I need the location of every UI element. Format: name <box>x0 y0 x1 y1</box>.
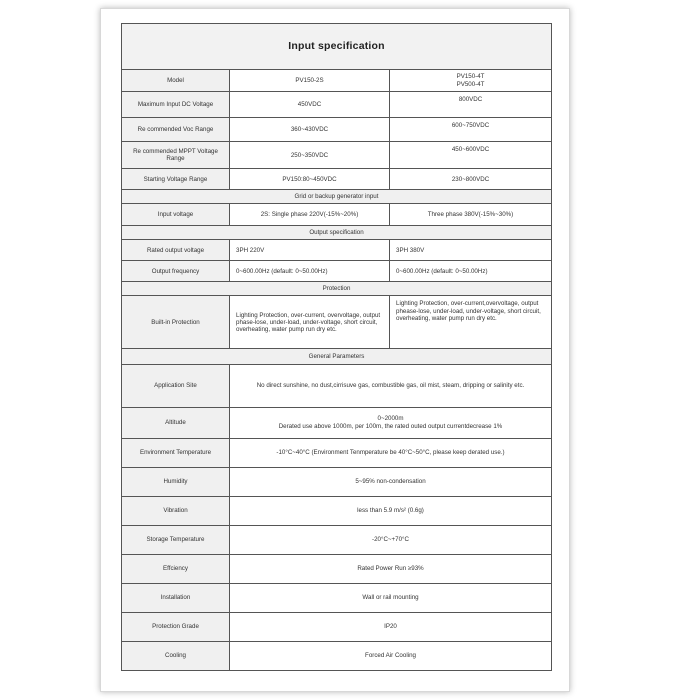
cell-value: 800VDC <box>390 92 552 118</box>
table-row <box>122 296 552 349</box>
table-row <box>122 92 552 118</box>
row-label: Storage Temperature <box>122 525 230 554</box>
cell-value: 3PH 380V <box>390 240 552 261</box>
row-label: Altitude <box>122 407 230 438</box>
cell-value: Three phase 380V(-15%~30%) <box>390 204 552 226</box>
cell-value: Wall or rail mounting <box>230 583 552 612</box>
section-row <box>122 282 552 296</box>
cell-value: -20°C~+70°C <box>230 525 552 554</box>
cell-value: 600~750VDC <box>390 118 552 142</box>
row-label: Effciency <box>122 554 230 583</box>
row-label: Application Site <box>122 365 230 407</box>
table-row <box>122 118 552 142</box>
cell-value: 450~600VDC <box>390 142 552 169</box>
section-header-grid: Grid or backup generator input <box>122 190 552 204</box>
table-row <box>122 204 552 226</box>
section-row <box>122 190 552 204</box>
table-row <box>122 467 552 496</box>
cell-value: 0~2000m Derated use above 1000m, per 100m, the rated outed output currentdecrease 1% <box>230 407 552 438</box>
cell-value: Rated Power Run ≥93% <box>230 554 552 583</box>
document-page <box>100 8 570 692</box>
table-row <box>122 612 552 641</box>
row-label: Built-in Protection <box>122 296 230 349</box>
section-row <box>122 349 552 365</box>
table-row <box>122 525 552 554</box>
cell-value: PV150-2S <box>230 70 390 92</box>
row-label: Environment Temperature <box>122 438 230 467</box>
row-label: Humidity <box>122 467 230 496</box>
cell-value: -10°C~40°C (Environment Tenmperature be 40°C~50°C, please keep derated use.) <box>230 438 552 467</box>
table-row <box>122 365 552 407</box>
table-row <box>122 496 552 525</box>
cell-value: 3PH 220V <box>230 240 390 261</box>
row-label: Output frequency <box>122 261 230 282</box>
row-label: Input voltage <box>122 204 230 226</box>
cell-value: PV150-4T PV500-4T <box>390 70 552 92</box>
cell-value: Lighting Protection, over-current,overvoltage, output phease-lose, under-load, under-voltage, short circuit, overheating, water pump run dry etc. <box>390 296 552 349</box>
row-label: Vibration <box>122 496 230 525</box>
row-label: Protection Grade <box>122 612 230 641</box>
table-row <box>122 407 552 438</box>
cell-value: 0~600.00Hz (default: 0~50.00Hz) <box>390 261 552 282</box>
row-label: Maximum Input DC Voltage <box>122 92 230 118</box>
table-row <box>122 169 552 190</box>
cell-value: Lighting Protection, over-current, overvoltage, output phase-lose, under-load, under-voltage, short circuit, overheating, water pump run dry etc. <box>230 296 390 349</box>
table-row <box>122 261 552 282</box>
section-header-general: General Parameters <box>122 349 552 365</box>
cell-value: No direct sunshine, no dust,cirrisuve gas, combustible gas, oil mist, steam, dripping or salinity etc. <box>230 365 552 407</box>
cell-value: Forced Air Cooling <box>230 641 552 670</box>
title-row <box>122 24 552 70</box>
section-row <box>122 226 552 240</box>
table-row <box>122 583 552 612</box>
row-label: Cooling <box>122 641 230 670</box>
cell-value: 250~350VDC <box>230 142 390 169</box>
cell-value: 2S: Single phase 220V(-15%~20%) <box>230 204 390 226</box>
cell-value: IP20 <box>230 612 552 641</box>
row-label: Rated output voltage <box>122 240 230 261</box>
row-label: Installation <box>122 583 230 612</box>
cell-value: 360~430VDC <box>230 118 390 142</box>
table-row <box>122 554 552 583</box>
table-title: Input specification <box>122 24 552 70</box>
table-row <box>122 641 552 670</box>
row-label: Re commended MPPT Voltage Range <box>122 142 230 169</box>
row-label: Model <box>122 70 230 92</box>
section-header-output: Output specification <box>122 226 552 240</box>
cell-value: 230~800VDC <box>390 169 552 190</box>
spec-table <box>121 23 552 671</box>
table-row <box>122 240 552 261</box>
table-row <box>122 142 552 169</box>
cell-value: PV150:80~450VDC <box>230 169 390 190</box>
row-label: Starting Voltage Range <box>122 169 230 190</box>
table-row <box>122 70 552 92</box>
cell-value: 0~600.00Hz (default: 0~50.00Hz) <box>230 261 390 282</box>
section-header-protection: Protection <box>122 282 552 296</box>
cell-value: 5~95% non-condensation <box>230 467 552 496</box>
table-row <box>122 438 552 467</box>
cell-value: less than 5.9 m/s² (0.6g) <box>230 496 552 525</box>
cell-value: 450VDC <box>230 92 390 118</box>
row-label: Re commended Voc Range <box>122 118 230 142</box>
